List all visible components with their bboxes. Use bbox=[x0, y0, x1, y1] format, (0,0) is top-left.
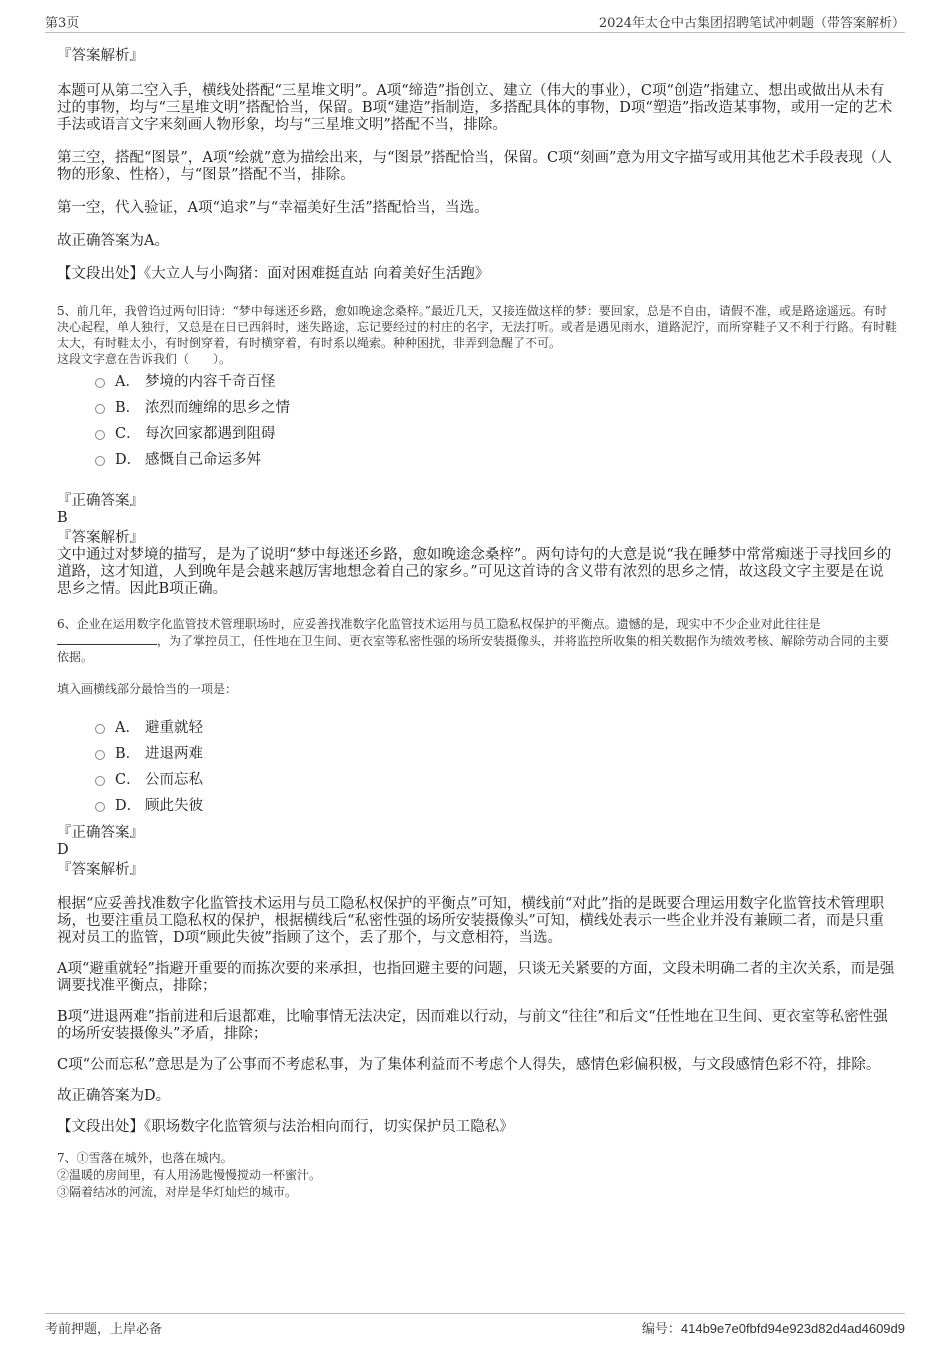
answer-blank bbox=[57, 632, 157, 645]
q6-analysis-p3: B项“进退两难”指前进和后退都难，比喻事情无法决定，因而难以行动，与前文“往往”和后文“任性地在卫生间、更衣室等私密性强的场所安装摄像头”矛盾，排除； bbox=[57, 1009, 888, 1042]
option-letter: C． bbox=[115, 426, 141, 442]
document-title: 2024年太仓中古集团招聘笔试冲刺题（带答案解析） bbox=[598, 16, 905, 31]
footer-id-value: 414b9e7e0fbfd94e923d82d4ad4609d9 bbox=[680, 1321, 905, 1336]
option-letter: C． bbox=[115, 772, 141, 788]
radio-icon[interactable] bbox=[95, 378, 105, 388]
option-text: 感慨自己命运多舛 bbox=[145, 452, 261, 468]
q6-analysis-p1: 根据“应妥善找准数字化监管技术运用与员工隐私权保护的平衡点”可知，横线前“对此”指的是既要合理运用数字化监管技术管理职场，也要注重员工隐私权的保护，根据横线后“私密性强的场所安装摄像头”可知，横线处表示一些企业并没有兼顾二者，而是只重视对员工的监管，D项“顾此失彼”指顾了这个，丢了那个，与文意相符，当选。 bbox=[57, 896, 885, 946]
q5-option-a[interactable] bbox=[95, 369, 897, 395]
q5-stem: 5、前几年，我曾诌过两句旧诗：“梦中每迷还乡路，愈如晚途念桑梓。”最近几天，又接连做这样的梦：要回家，总是不自由，请假不准，或是路途遥远。有时决心起程，单人独行，又总是在日已西斜时，迷失路途，忘记要经过的村庄的名字，无法打听。或者是遇见雨水，道路泥泞，而所穿鞋子又不利于行路。有时鞋太大，有时鞋太小，有时倒穿着，有时横穿着，有时系以绳索。种种困扰，非弄到急醒了不可。 bbox=[57, 304, 898, 350]
q4-analysis-p2: 第三空，搭配“图景”，A项“绘就”意为描绘出来，与“图景”搭配恰当，保留。C项“刻画”意为用文字描写或用其他艺术手段表现（人物的形象、性格），与“图景”搭配不当，排除。 bbox=[57, 150, 892, 183]
q6-options bbox=[57, 715, 897, 819]
q4-source: 【文段出处】《大立人与小陶猪：面对困难挺直站 向着美好生活跑》 bbox=[57, 266, 490, 282]
q6-stem-a: 6、企业在运用数字化监管技术管理职场时，应妥善找准数字化监管技术运用与员工隐私权保护的平衡点。遗憾的是，现实中不少企业对此往往是 bbox=[57, 617, 821, 631]
q6-analysis-label: 『答案解析』 bbox=[57, 862, 144, 878]
q5-answer: B bbox=[57, 510, 68, 526]
radio-icon[interactable] bbox=[95, 776, 105, 786]
document-content bbox=[57, 44, 897, 1200]
q4-analysis-p3: 第一空，代入验证，A项“追求”与“幸福美好生活”搭配恰当，当选。 bbox=[57, 200, 489, 216]
q5-analysis: 文中通过对梦境的描写，是为了说明“梦中每迷还乡路，愈如晚途念桑梓”。两句诗句的大意是说“我在睡梦中常常痴迷于寻找回乡的道路，这才知道，人到晚年是会越来越厉害地想念着自己的家乡。”可见这首诗的含义带有浓烈的思乡之情，故这段文字主要是在说思乡之情。因此B项正确。 bbox=[57, 547, 892, 597]
q6-option-a[interactable] bbox=[95, 715, 897, 741]
radio-icon[interactable] bbox=[95, 750, 105, 760]
q4-analysis-p4: 故正确答案为A。 bbox=[57, 233, 169, 249]
option-letter: D． bbox=[115, 452, 142, 468]
q5-option-c[interactable] bbox=[95, 421, 897, 447]
q5-question: 这段文字意在告诉我们（ ）。 bbox=[57, 352, 232, 366]
page-header bbox=[45, 12, 905, 33]
q6-stem bbox=[57, 616, 897, 665]
footer-slogan: 考前押题，上岸必备 bbox=[45, 1322, 163, 1337]
footer-id-label: 编号： bbox=[641, 1322, 681, 1337]
option-letter: B． bbox=[115, 746, 141, 762]
q6-option-d[interactable] bbox=[95, 793, 897, 819]
radio-icon[interactable] bbox=[95, 802, 105, 812]
q6-answer: D bbox=[57, 842, 69, 858]
q5-analysis-label: 『答案解析』 bbox=[57, 530, 144, 546]
q5-options bbox=[57, 369, 897, 473]
q7-line2: ②温暖的房间里，有人用汤匙慢慢搅动一杯蜜汁。 bbox=[57, 1168, 322, 1182]
radio-icon[interactable] bbox=[95, 430, 105, 440]
radio-icon[interactable] bbox=[95, 404, 105, 414]
radio-icon[interactable] bbox=[95, 456, 105, 466]
option-letter: D． bbox=[115, 798, 142, 814]
q6-source: 【文段出处】《职场数字化监管须与法治相向而行，切实保护员工隐私》 bbox=[57, 1119, 514, 1135]
option-text: 顾此失彼 bbox=[145, 798, 203, 814]
radio-icon[interactable] bbox=[95, 724, 105, 734]
option-letter: A． bbox=[115, 374, 140, 390]
option-text: 避重就轻 bbox=[145, 720, 203, 736]
q6-analysis-p2: A项“避重就轻”指避开重要的而拣次要的来承担，也指回避主要的问题，只谈无关紧要的方面，文段未明确二者的主次关系，而是强调要找准平衡点，排除； bbox=[57, 961, 895, 994]
q6-option-c[interactable] bbox=[95, 767, 897, 793]
q6-question: 填入画横线部分最恰当的一项是： bbox=[57, 682, 238, 696]
footer-id bbox=[642, 1318, 905, 1337]
q6-stem-b: ，为了掌控员工，任性地在卫生间、更衣室等私密性强的场所安装摄像头，并将监控所收集的相关数据作为绩效考核、解除劳动合同的主要依据。 bbox=[57, 634, 890, 664]
q6-analysis-p5: 故正确答案为D。 bbox=[57, 1088, 171, 1104]
q5-option-b[interactable] bbox=[95, 395, 897, 421]
option-text: 每次回家都遇到阻碍 bbox=[145, 426, 276, 442]
option-text: 梦境的内容千奇百怪 bbox=[145, 374, 276, 390]
q6-correct-label: 『正确答案』 bbox=[57, 825, 144, 841]
option-text: 进退两难 bbox=[145, 746, 203, 762]
option-text: 公而忘私 bbox=[145, 772, 203, 788]
page-footer bbox=[45, 1313, 905, 1340]
q5-option-d[interactable] bbox=[95, 447, 897, 473]
page-number: 第3页 bbox=[45, 16, 80, 31]
q4-analysis-p1: 本题可从第二空入手，横线处搭配“三星堆文明”。A项“缔造”指创立、建立（伟大的事业），C项“创造”指建立、想出或做出从未有过的事物，均与“三星堆文明”搭配恰当，保留。B项“建造”指制造，多搭配具体的事物，D项“塑造”指改造某事物，或用一定的艺术手法或语言文字来刻画人物形象，均与“三星堆文明”搭配不当，排除。 bbox=[57, 83, 893, 133]
q6-option-b[interactable] bbox=[95, 741, 897, 767]
option-text: 浓烈而缠绵的思乡之情 bbox=[145, 400, 290, 416]
q7-line3: ③隔着结冰的河流，对岸是华灯灿烂的城市。 bbox=[57, 1185, 298, 1199]
q5-correct-label: 『正确答案』 bbox=[57, 493, 144, 509]
q4-analysis-label: 『答案解析』 bbox=[57, 48, 144, 64]
option-letter: B． bbox=[115, 400, 141, 416]
q7-line1: 7、①雪落在城外，也落在城内。 bbox=[57, 1151, 233, 1165]
option-letter: A． bbox=[115, 720, 140, 736]
q6-analysis-p4: C项“公而忘私”意思是为了公事而不考虑私事，为了集体利益而不考虑个人得失，感情色彩偏积极，与文段感情色彩不符，排除。 bbox=[57, 1057, 881, 1073]
